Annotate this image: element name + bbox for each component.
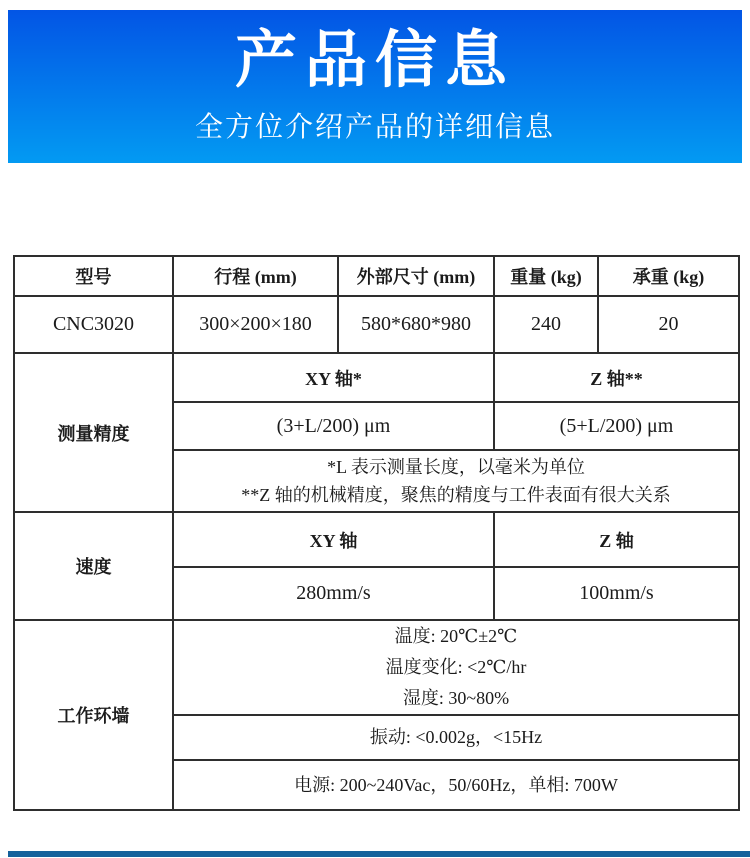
speed-z-header: Z 轴 <box>494 512 739 567</box>
col-header-weight: 重量 (kg) <box>494 256 598 296</box>
col-header-travel: 行程 (mm) <box>173 256 338 296</box>
env-vibration: 振动: <0.002g，<15Hz <box>173 715 739 760</box>
env-temperature-change: 温度变化: <2℃/hr <box>385 657 527 677</box>
table-row-headers <box>14 256 739 296</box>
accuracy-xy-value: (3+L/200) μm <box>173 402 494 450</box>
spec-table <box>13 255 740 811</box>
product-info-banner <box>8 10 742 163</box>
env-temperature: 温度: 20℃±2℃ <box>394 626 518 646</box>
table-row-accuracy-headers <box>14 353 739 402</box>
accuracy-notes <box>173 450 739 512</box>
speed-xy-value: 280mm/s <box>173 567 494 620</box>
col-header-load: 承重 (kg) <box>598 256 739 296</box>
row-label-environment: 工作环墙 <box>14 620 173 810</box>
accuracy-note-1: *L 表示测量长度，以毫米为单位 <box>327 457 585 477</box>
accuracy-xy-header: XY 轴* <box>173 353 494 402</box>
cell-load: 20 <box>598 296 739 353</box>
row-label-speed: 速度 <box>14 512 173 620</box>
table-row-speed-headers <box>14 512 739 567</box>
col-header-dimensions: 外部尺寸 (mm) <box>338 256 494 296</box>
table-row-env-climate <box>14 620 739 715</box>
cell-weight: 240 <box>494 296 598 353</box>
cell-travel: 300×200×180 <box>173 296 338 353</box>
table-row-values <box>14 296 739 353</box>
col-header-model: 型号 <box>14 256 173 296</box>
row-label-accuracy: 测量精度 <box>14 353 173 512</box>
accuracy-z-value: (5+L/200) μm <box>494 402 739 450</box>
env-power: 电源: 200~240Vac，50/60Hz，单相: 700W <box>173 760 739 810</box>
accuracy-z-header: Z 轴** <box>494 353 739 402</box>
cell-model: CNC3020 <box>14 296 173 353</box>
banner-subtitle: 全方位介绍产品的详细信息 <box>194 111 555 143</box>
banner-title: 产品信息 <box>234 25 515 95</box>
cell-dimensions: 580*680*980 <box>338 296 494 353</box>
env-humidity: 湿度: 30~80% <box>402 688 510 708</box>
footer-divider-bar <box>8 851 750 857</box>
speed-z-value: 100mm/s <box>494 567 739 620</box>
env-climate-cell <box>173 620 739 715</box>
speed-xy-header: XY 轴 <box>173 512 494 567</box>
accuracy-note-2: **Z 轴的机械精度，聚焦的精度与工件表面有很大关系 <box>241 485 671 505</box>
